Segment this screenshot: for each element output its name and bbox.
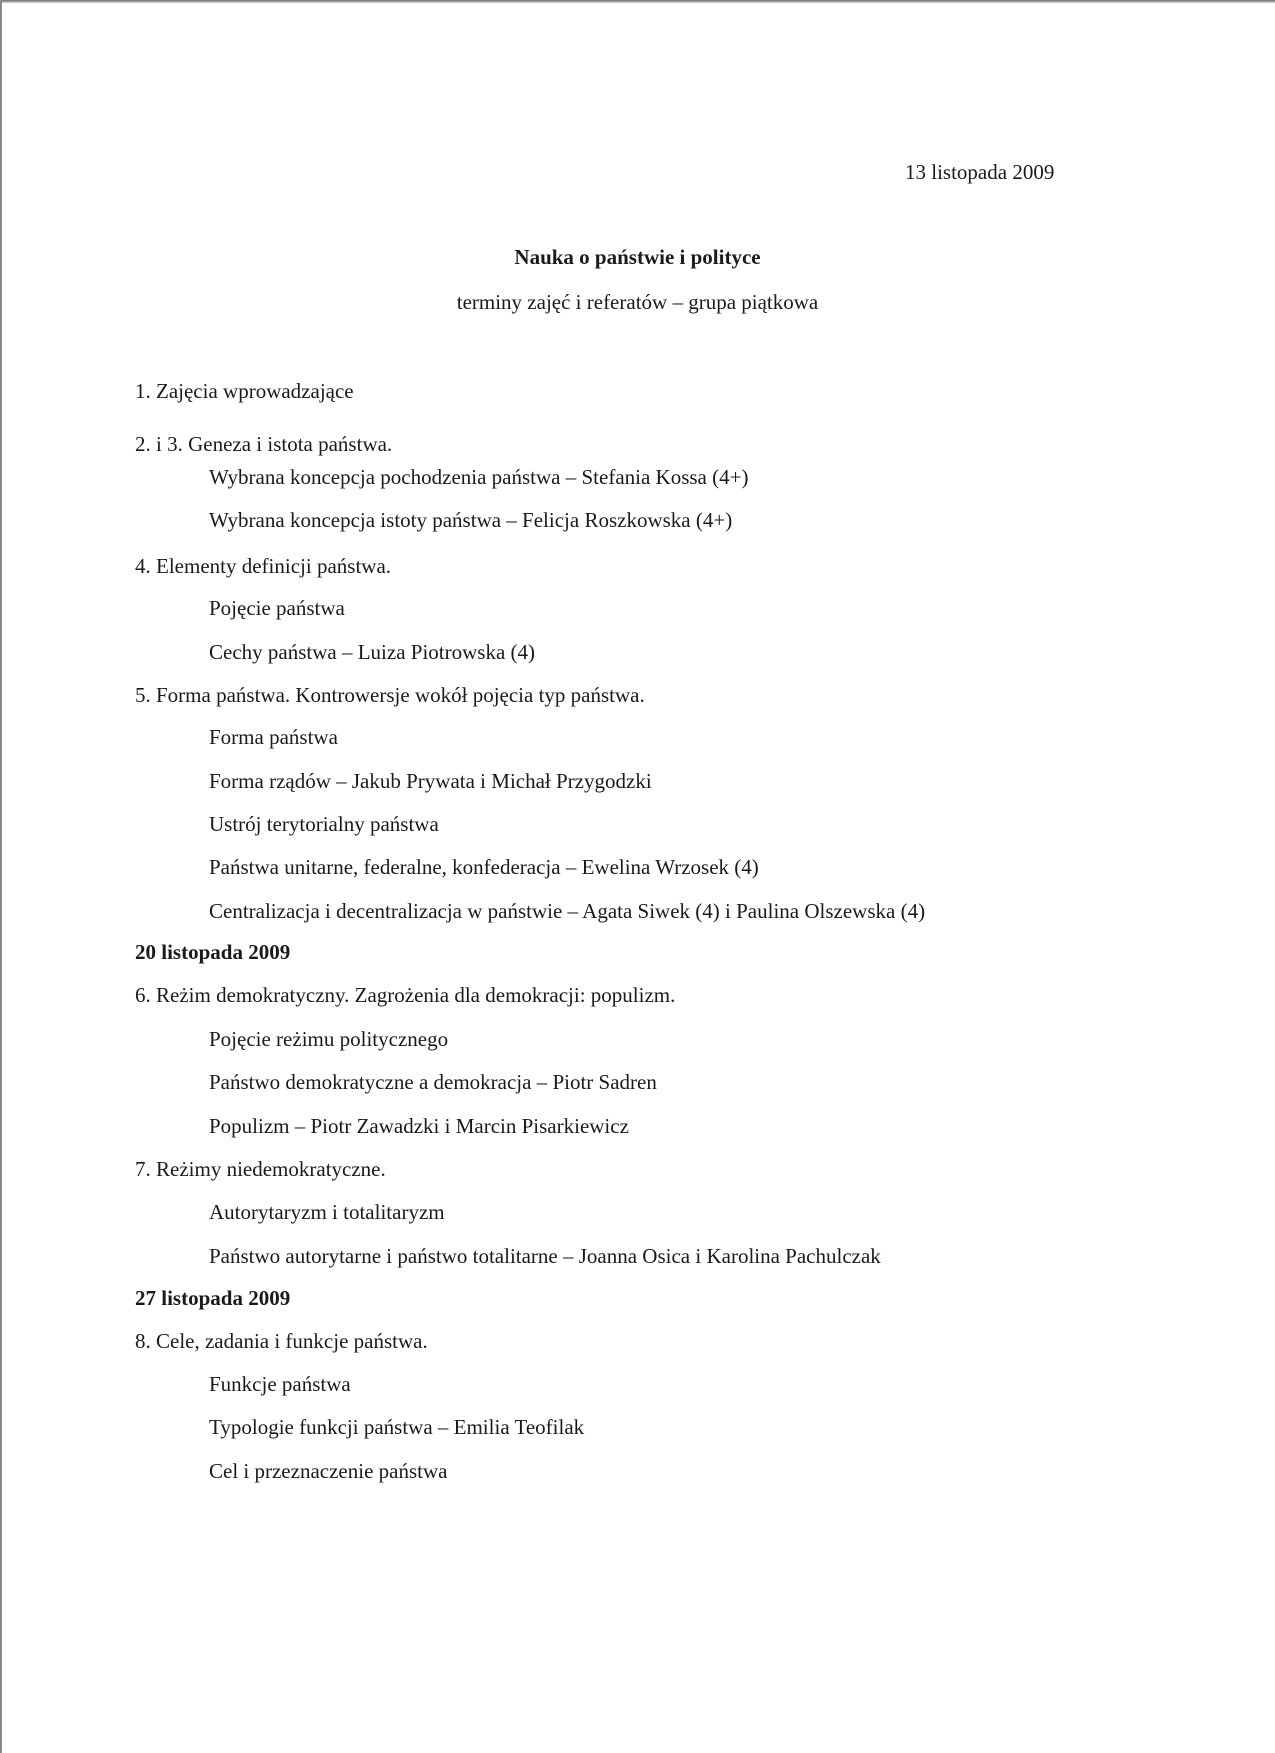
subtopic-authoritarianism: Autorytaryzm i totalitaryzm [209,1200,445,1224]
subtopic-democratic-state: Państwo demokratyczne a demokracja – Piotr Sadren [209,1070,657,1094]
subtopic-unitary-federal: Państwa unitarne, federalne, konfederacja – Ewelina Wrzosek (4) [209,855,759,879]
subtopic-essence-concept: Wybrana koncepcja istoty państwa – Felicja Roszkowska (4+) [209,508,733,532]
subtopic-state-features: Cechy państwa – Luiza Piotrowska (4) [209,640,536,664]
subtopic-government-form: Forma rządów – Jakub Prywata i Michał Przygodzki [209,769,652,793]
topic-5: 5. Forma państwa. Kontrowersje wokół pojęcia typ państwa. [135,683,645,707]
subtopic-state-functions: Funkcje państwa [209,1372,351,1396]
subtopic-centralization: Centralizacja i decentralizacja w państwie – Agata Siwek (4) i Paulina Olszewska (4) [209,899,926,923]
subtopic-origin-concept: Wybrana koncepcja pochodzenia państwa – Stefania Kossa (4+) [209,465,749,489]
topic-1: 1. Zajęcia wprowadzające [135,379,354,403]
date-heading-27-nov: 27 listopada 2009 [135,1286,291,1310]
subtopic-territorial-system: Ustrój terytorialny państwa [209,812,439,836]
topic-6: 6. Reżim demokratyczny. Zagrożenia dla demokracji: populizm. [135,983,676,1007]
subtopic-function-typologies: Typologie funkcji państwa – Emilia Teofilak [209,1415,585,1439]
subtopic-state-concept: Pojęcie państwa [209,596,345,620]
document-subtitle: terminy zajęć i referatów – grupa piątkowa [456,290,819,314]
subtopic-authoritarian-state: Państwo autorytarne i państwo totalitarne – Joanna Osica i Karolina Pachulczak [209,1244,881,1268]
subtopic-political-regime: Pojęcie reżimu politycznego [209,1027,449,1051]
document-title: Nauka o państwie i polityce [514,245,761,269]
topic-8: 8. Cele, zadania i funkcje państwa. [135,1329,428,1353]
topic-4: 4. Elementy definicji państwa. [135,554,392,578]
topic-7: 7. Reżimy niedemokratyczne. [135,1157,386,1181]
date-heading-20-nov: 20 listopada 2009 [135,940,291,964]
subtopic-populism: Populizm – Piotr Zawadzki i Marcin Pisarkiewicz [209,1114,629,1138]
subtopic-state-form: Forma państwa [209,725,338,749]
topic-2-3: 2. i 3. Geneza i istota państwa. [135,432,393,456]
subtopic-state-purpose: Cel i przeznaczenie państwa [209,1459,448,1483]
scan-edge-top [0,0,1275,3]
document-date: 13 listopada 2009 [905,160,1055,184]
